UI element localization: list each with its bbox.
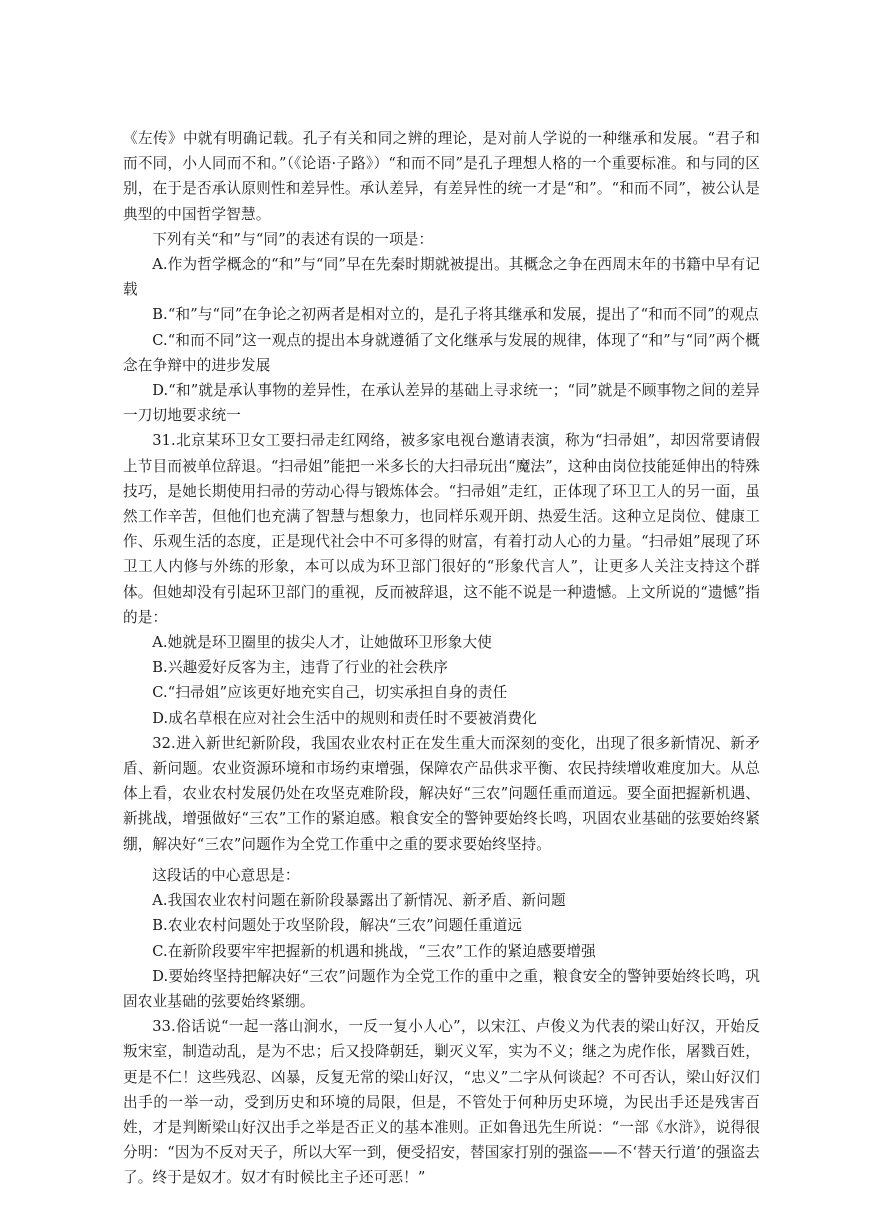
question-31-option-c: C.“扫帚姐”应该更好地充实自己，切实承担自身的责任	[152, 684, 508, 702]
question-33-paragraph: 33.俗话说“一起一落山涧水，一反一复小人心”，以宋江、卢俊义为代表的梁山好汉，开始反叛宋室，制造动乱，是为不忠；后又投降朝廷，剿灭义军，实为不义；继之为虎作伥，屠戮百姓，更是不仁！这些残忍、凶暴，反复无常的梁山好汉，“忠义”二字从何谈起？不可否认，梁山好汉们出手的一举一动，受到历史和环境的局限，但是，不管处于何种历史环境，为民出手还是残害百姓，才是判断梁山好汉出手之举是否正义的基本准则。正如鲁迅先生所说：“一部《水浒》，说得很分明：“因为不反对天子，所以大军一到，便受招安，替国家打别的强盗——不‘替天行道’的强盗去了。终于是奴才。奴才有时候比主子还可恶！”	[123, 1018, 760, 1187]
question-32-option-c: C.在新阶段要牢牢把握新的机遇和挑战，“三农”工作的紧迫感要增强	[152, 942, 596, 960]
question-32-paragraph: 32.进入新世纪新阶段，我国农业农村正在发生重大而深刻的变化，出现了很多新情况、新矛盾、新问题。农业资源环境和市场约束增强，保障农产品供求平衡、农民持续增收难度加大。从总体上看，农业农村发展仍处在攻坚克难阶段，解决好“三农”问题任重而道远。要全面把握新机遇、新挑战，增强做好“三农”工作的紧迫感。粮食安全的警钟要始终长鸣，巩固农业基础的弦要始终紧绷，解决好“三农”问题作为全党工作重中之重的要求要始终坚持。	[123, 734, 760, 853]
intro-paragraph: 《左传》中就有明确记载。孔子有关和同之辨的理论，是对前人学说的一种继承和发展。“君子和而不同，小人同而不和。”（《论语·子路》）“和而不同”是孔子理想人格的一个重要标准。和与同的区别，在于是否承认原则性和差异性。承认差异，有差异性的统一才是“和”。“和而不同”，被公认是典型的中国哲学智慧。	[123, 130, 760, 223]
document-page	[123, 126, 760, 1191]
question-31-option-a: A.她就是环卫圈里的拔尖人才，让她做环卫形象大使	[152, 634, 493, 652]
question-31-paragraph: 31.北京某环卫女工要扫帚走红网络，被多家电视台邀请表演，称为“扫帚姐”，却因常要请假上节目而被单位辞退。“扫帚姐”能把一米多长的大扫帚玩出“魔法”，这种由岗位技能延伸出的特殊技巧，是她长期使用扫帚的劳动心得与锻炼体会。“扫帚姐”走红，正体现了环卫工人的另一面，虽然工作辛苦，但他们也充满了智慧与想象力，也同样乐观开朗、热爱生活。这种立足岗位、健康工作、乐观生活的态度，正是现代社会中不可多得的财富，有着打动人心的力量。“扫帚姐”展现了环卫工人内修与外练的形象，本可以成为环卫部门很好的“形象代言人”，让更多人关注支持这个群体。但她却没有引起环卫部门的重视，反而被辞退，这不能不说是一种遗憾。上文所说的“遗憾”指的是：	[123, 432, 760, 626]
question-30-prompt: 下列有关“和”与“同”的表述有误的一项是：	[152, 230, 434, 248]
question-30-option-c: C.“和而不同”这一观点的提出本身就遵循了文化继承与发展的规律，体现了“和”与“同”两个概念在争辩中的进步发展	[123, 331, 760, 374]
question-30-option-a: A.作为哲学概念的“和”与“同”早在先秦时期就被提出。其概念之争在西周末年的书籍中早有记载	[123, 256, 760, 299]
question-30-option-b: B.“和”与“同”在争论之初两者是相对立的，是孔子将其继承和发展，提出了“和而不同”的观点	[152, 306, 760, 324]
question-31-option-d: D.成名草根在应对社会生活中的规则和责任时不要被消费化	[152, 709, 537, 727]
question-30-option-d: D.“和”就是承认事物的差异性，在承认差异的基础上寻求统一；“同”就是不顾事物之间的差异一刀切地要求统一	[123, 382, 760, 425]
question-32-prompt: 这段话的中心意思是：	[152, 866, 300, 884]
question-32-option-d: D.要始终坚持把解决好“三农”问题作为全党工作的重中之重，粮食安全的警钟要始终长鸣，巩固农业基础的弦要始终紧绷。	[123, 967, 760, 1010]
question-32-option-a: A.我国农业农村问题在新阶段暴露出了新情况、新矛盾、新问题	[152, 892, 566, 910]
question-32-option-b: B.农业农村问题处于攻坚阶段，解决“三农”问题任重道远	[152, 917, 523, 935]
question-31-option-b: B.兴趣爱好反客为主，违背了行业的社会秩序	[152, 659, 448, 677]
